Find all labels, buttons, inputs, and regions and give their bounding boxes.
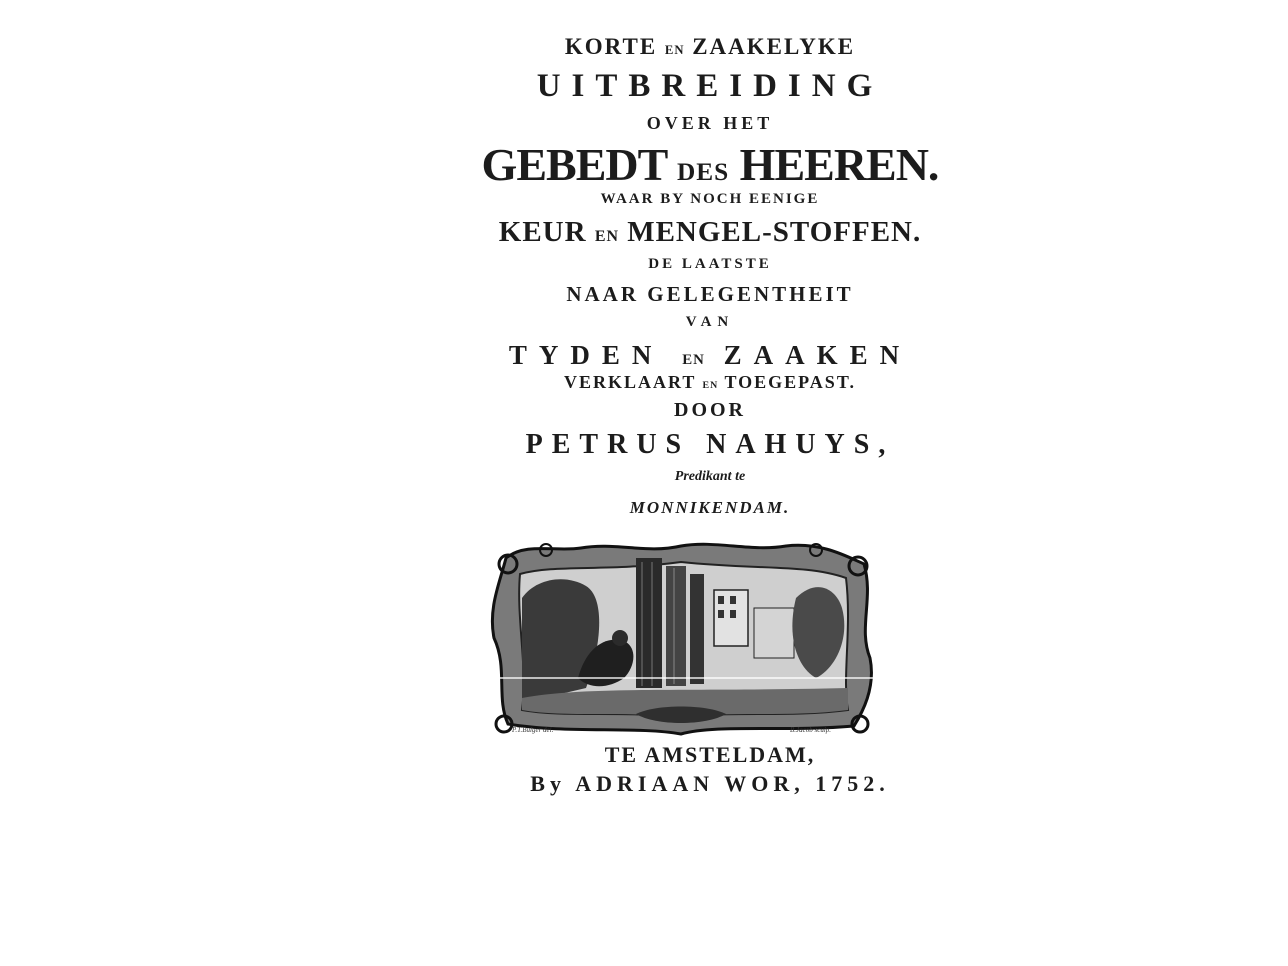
title-waar-by: WAAR BY NOCH EENIGE — [600, 191, 820, 207]
title-de-laatste: DE LAATSTE — [648, 256, 772, 272]
author-role: Predikant te — [674, 469, 746, 484]
word-keur: KEUR — [498, 216, 587, 248]
title-gebedt-des-heeren — [440, 139, 980, 190]
title-verklaart-en-toegepast — [440, 373, 980, 391]
title-door: DOOR — [674, 399, 746, 421]
imprint-city: TE AMSTELDAM, — [604, 742, 816, 767]
word-verklaart: VERKLAART — [563, 372, 697, 392]
title-line-korte — [440, 35, 980, 58]
word-tyden: TYDEN — [508, 340, 664, 370]
word-en: EN — [664, 43, 685, 57]
word-en: EN — [594, 228, 619, 245]
word-des: DES — [676, 158, 730, 186]
title-van: VAN — [685, 314, 735, 330]
word-korte: KORTE — [564, 34, 658, 59]
word-en: EN — [702, 380, 719, 391]
title-over-het: OVER HET — [646, 113, 774, 133]
author-place: MONNIKENDAM. — [629, 498, 791, 517]
word-zaaken: ZAAKEN — [723, 340, 912, 370]
word-zaakelyke: ZAAKELYKE — [692, 34, 856, 59]
word-toegepast: TOEGEPAST. — [724, 372, 856, 392]
imprint-publisher: By ADRIAAN WOR, 1752. — [530, 771, 890, 796]
title-naar-gelegentheit: NAAR GELEGENTHEIT — [566, 282, 854, 306]
author-name: PETRUS NAHUYS, — [525, 429, 895, 460]
word-mengel-stoffen: MENGEL-STOFFEN. — [627, 216, 922, 248]
engraving-credit-left: P.T.Bulger del. — [512, 726, 554, 734]
title-tyden-en-zaaken — [440, 342, 980, 369]
word-heeren: HEEREN. — [739, 139, 939, 190]
engraving-credit-right: B.Jacob sculp. — [790, 726, 832, 734]
word-gebedt: GEBEDT — [481, 139, 667, 190]
engraved-vignette — [486, 538, 878, 738]
title-keur-en-mengel-stoffen — [440, 218, 980, 247]
title-uitbreiding: UITBREIDING — [536, 68, 884, 104]
word-en: EN — [682, 352, 705, 368]
